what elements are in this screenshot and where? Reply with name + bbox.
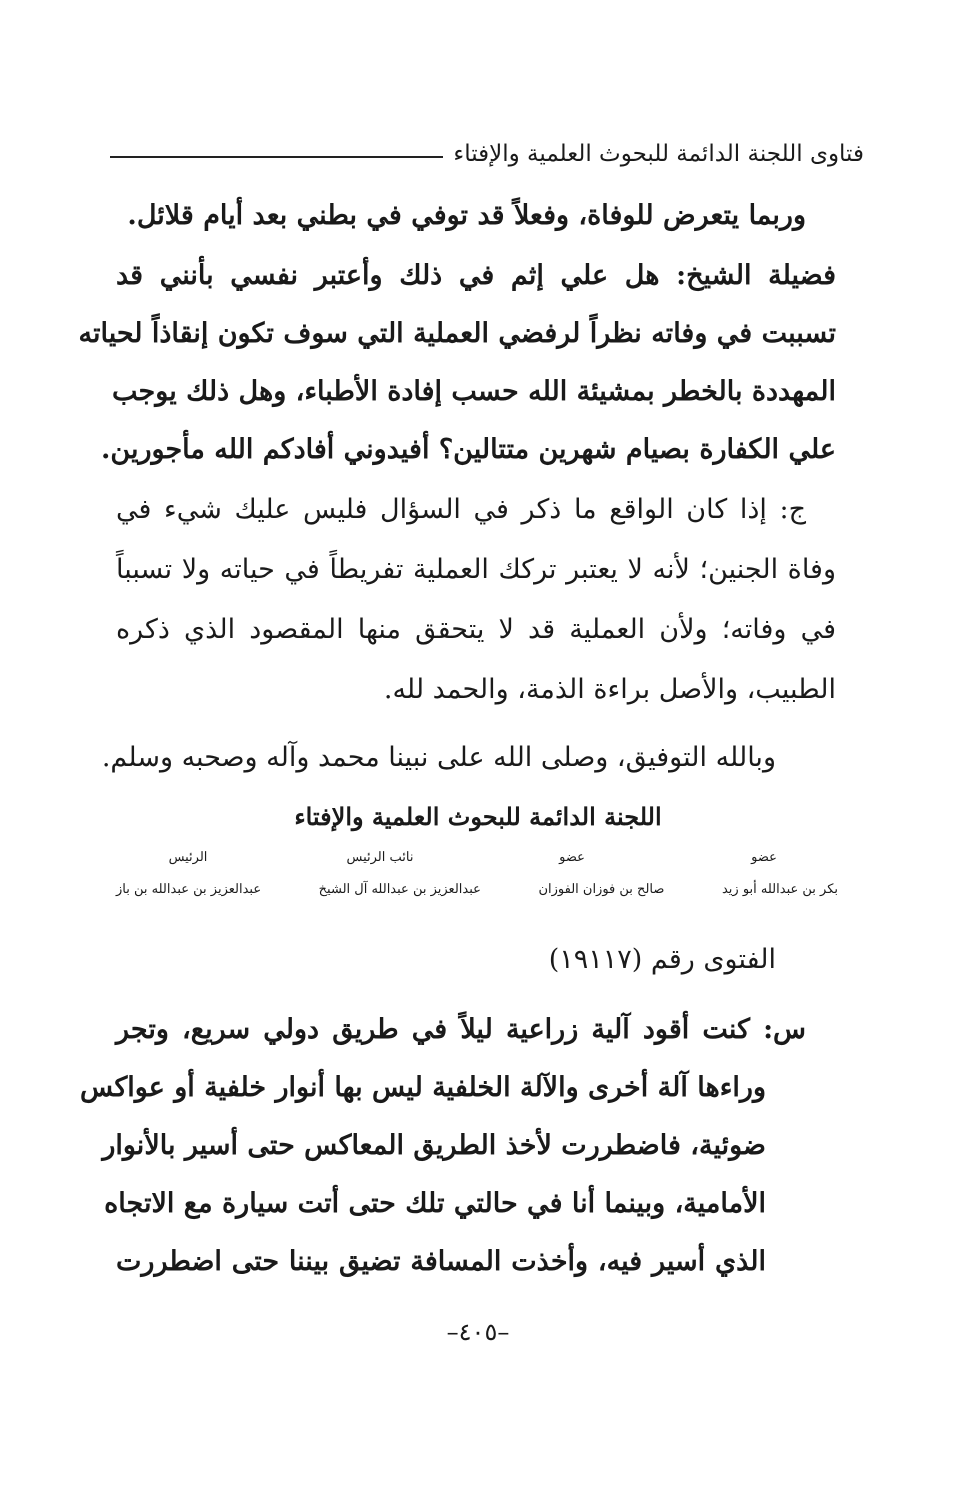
- signatory-roles: [116, 849, 836, 867]
- role-member-2: عضو: [559, 850, 585, 865]
- next-question-line: الذي أسير فيه، وأخذت المسافة تضيق بيننا حتى اضطررت: [116, 1246, 766, 1277]
- running-title: فتاوى اللجنة الدائمة للبحوث العلمية والإفتاء: [453, 141, 864, 167]
- answer-line: وفاة الجنين؛ لأنه لا يعتبر تركك العملية تفريطاً في حياته ولا تسبباً: [116, 554, 836, 585]
- question-line: تسببت في وفاته نظراً لرفضي العملية التي سوف تكون إنقاذاً لحياته: [78, 318, 836, 349]
- answer-line: الطبيب، والأصل براءة الذمة، والحمد لله.: [383, 674, 836, 705]
- next-question-line: الأمامية، وبينما أنا في حالتي تلك حتى أتت سيارة مع الاتجاه: [104, 1188, 766, 1219]
- next-question-line: وراءها آلة أخرى والآلة الخلفية ليس بها أنوار خلفية أو عواكس: [80, 1072, 766, 1103]
- header-rule: [110, 156, 443, 158]
- running-header: [110, 134, 864, 174]
- question-line: وربما يتعرض للوفاة، وفعلاً قد توفي في بطني بعد أيام قلائل.: [127, 200, 806, 231]
- fatwa-number: الفتوى رقم (١٩١١٧): [548, 944, 776, 975]
- member-name: بكر بن عبدالله أبو زيد: [721, 882, 838, 897]
- role-member-1: عضو: [751, 850, 777, 865]
- question-line: علي الكفارة بصيام شهرين متتالين؟ أفيدوني أفادكم الله مأجورين.: [101, 434, 836, 465]
- answer-line: ج: إذا كان الواقع ما ذكر في السؤال فليس عليك شيء في: [116, 494, 806, 525]
- page-number: –٤٠٥–: [446, 1318, 510, 1346]
- closing-line: وبالله التوفيق، وصلى الله على نبينا محمد وآله وصحبه وسلم.: [101, 742, 776, 773]
- answer-line: في وفاته؛ ولأن العملية قد لا يتحقق منها المقصود الذي ذكره: [116, 614, 836, 645]
- role-president: الرئيس: [168, 850, 208, 865]
- member-name: صالح بن فوزان الفوزان: [538, 882, 665, 897]
- next-question-line: ضوئية، فاضطررت لأخذ الطريق المعاكس حتى أسير بالأنوار: [102, 1130, 766, 1161]
- next-question-line: س: كنت أقود آلية زراعية ليلاً في طريق دولي سريع، وتجر: [116, 1014, 806, 1045]
- committee-name: اللجنة الدائمة للبحوث العلمية والإفتاء: [294, 802, 662, 831]
- president-name: عبدالعزيز بن عبدالله بن باز: [116, 882, 262, 897]
- signatory-names: [116, 881, 838, 899]
- question-line: فضيلة الشيخ: هل علي إثم في ذلك وأعتبر نفسي بأنني قد: [116, 260, 836, 291]
- question-line: المهددة بالخطر بمشيئة الله حسب إفادة الأطباء، وهل ذلك يوجب: [112, 376, 836, 407]
- vice-president-name: عبدالعزيز بن عبدالله آل الشيخ: [318, 882, 481, 897]
- role-vice-president: نائب الرئيس: [346, 850, 414, 865]
